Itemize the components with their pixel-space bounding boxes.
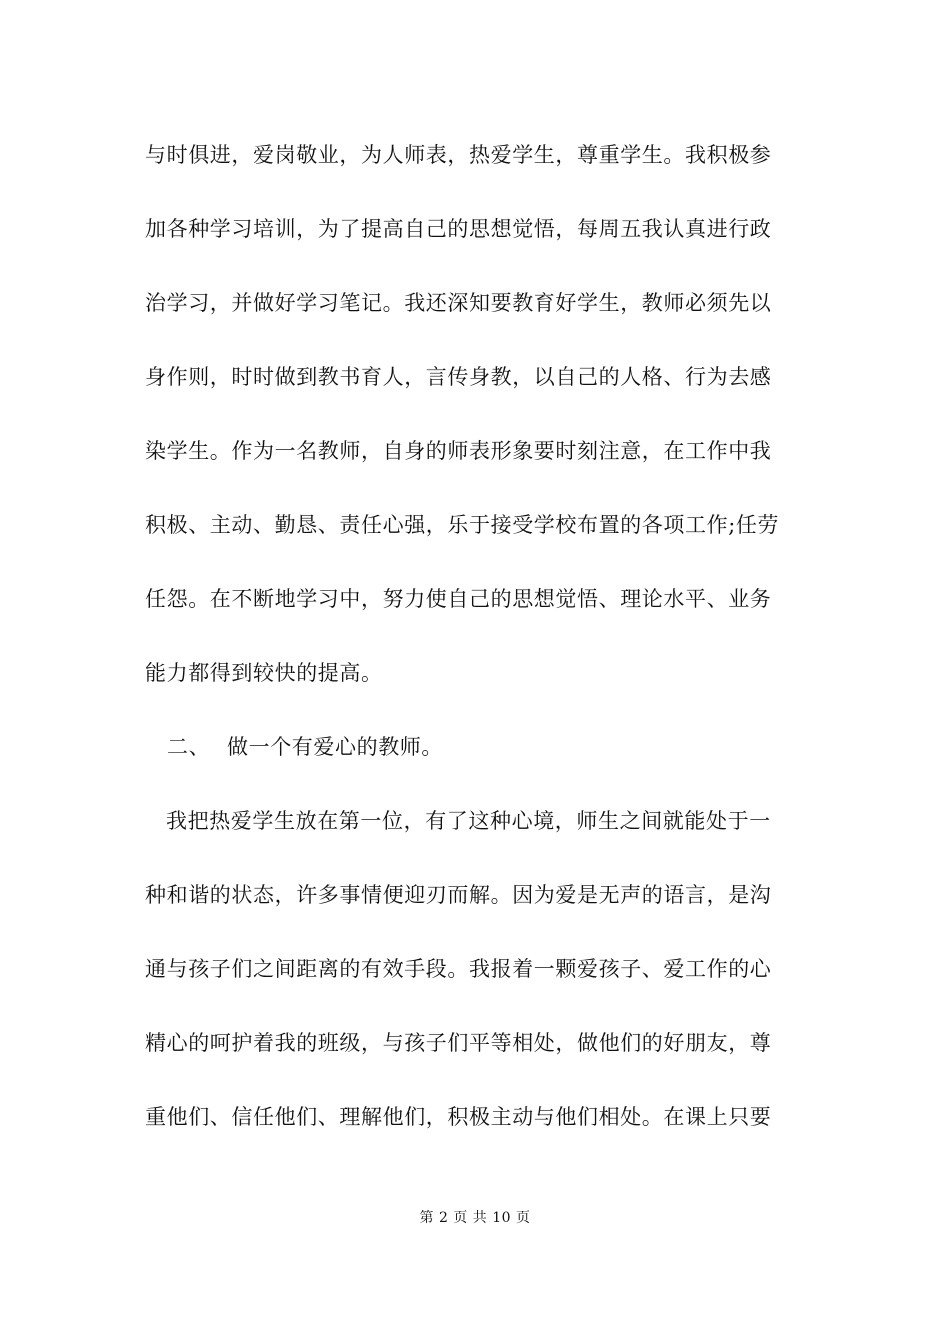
text-line: 种和谐的状态，许多事情便迎刃而解。因为爱是无声的语言，是沟 — [145, 883, 772, 907]
text-line: 染学生。作为一名教师，自身的师表形象要时刻注意，在工作中我 — [145, 439, 772, 463]
paragraph-2 — [145, 794, 815, 1164]
text-line: 加各种学习培训，为了提高自己的思想觉悟，每周五我认真进行政 — [145, 217, 772, 241]
text-line: 精心的呵护着我的班级，与孩子们平等相处，做他们的好朋友，尊 — [145, 1031, 772, 1055]
text-line: 身作则，时时做到教书育人，言传身教，以自己的人格、行为去感 — [145, 365, 772, 389]
text-line: 通与孩子们之间距离的有效手段。我报着一颗爱孩子、爱工作的心 — [145, 957, 772, 981]
text-line: 治学习，并做好学习笔记。我还深知要教育好学生，教师必须先以 — [145, 291, 772, 315]
page-footer — [0, 1207, 950, 1227]
document-body — [145, 128, 815, 1164]
text-line: 我把热爱学生放在第一位，有了这种心境，师生之间就能处于一 — [166, 809, 771, 833]
paragraph-1 — [145, 128, 815, 720]
text-line: 能力都得到较快的提高。 — [145, 661, 383, 685]
text-line: 任怨。在不断地学习中，努力使自己的思想觉悟、理论水平、业务 — [145, 587, 772, 611]
text-line: 重他们、信任他们、理解他们，积极主动与他们相处。在课上只要 — [145, 1105, 772, 1129]
section-number: 二、 — [167, 735, 211, 759]
text-line: 与时俱进，爱岗敬业，为人师表，热爱学生，尊重学生。我积极参 — [145, 143, 772, 167]
page-number: 第 2 页 共 10 页 — [419, 1210, 531, 1226]
section-title: 做一个有爱心的教师。 — [227, 735, 443, 759]
section-heading — [145, 720, 815, 794]
text-line: 积极、主动、勤恳、责任心强，乐于接受学校布置的各项工作;任劳 — [145, 513, 780, 537]
